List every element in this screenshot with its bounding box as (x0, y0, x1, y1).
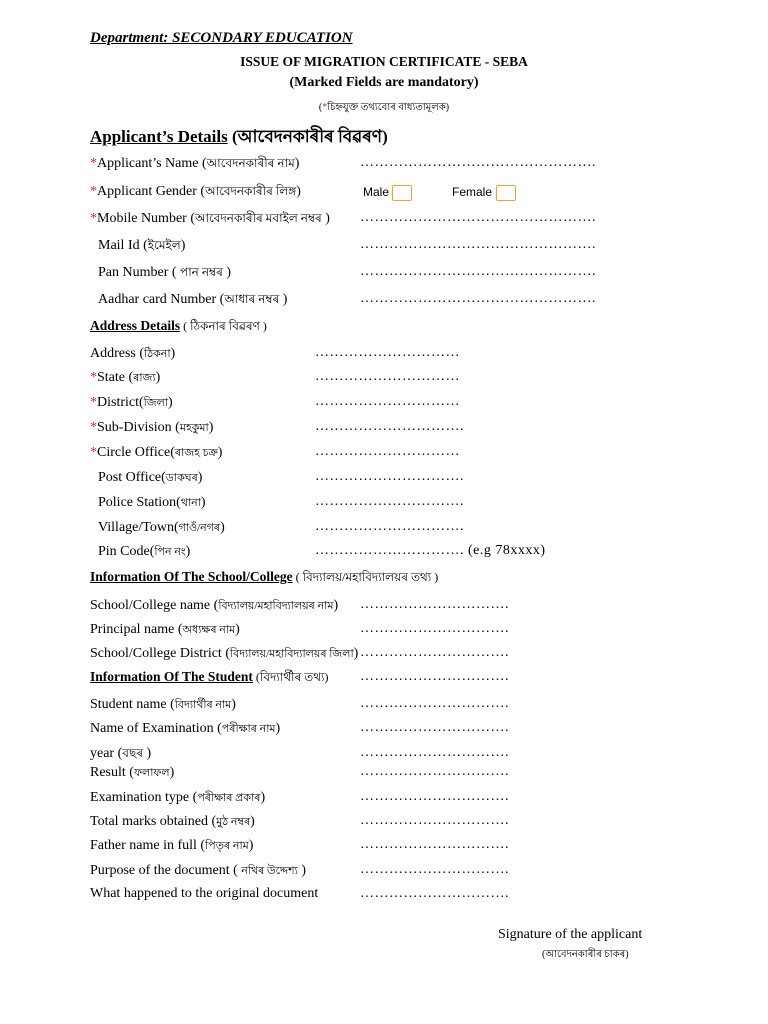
address-details-heading: Address Details ( ঠিকনাৰ বিৱৰণ ) (90, 318, 267, 333)
principal-name-label: Principal name (অধ্যক্ষৰ নাম) (90, 622, 240, 637)
state-label: *State (ৰাজ্য) (90, 370, 161, 385)
result-field[interactable]: …………………………. (360, 764, 509, 779)
school-info-heading: Information Of The School/College ( বিদ্যালয়/মহাবিদ্যালয়ৰ তথ্য ) (90, 569, 439, 584)
mandatory-note-bn: (*চিহ্নযুক্ত তথ্যবোৰ বাধ্যতামূলক) (318, 102, 450, 113)
mandatory-note: (Marked Fields are mandatory) (289, 75, 479, 90)
document-purpose-label: Purpose of the document ( নথিৰ উদ্দেশ্য ) (90, 863, 307, 878)
district-field[interactable]: ………………………… (315, 394, 460, 409)
mobile-number-field[interactable]: …………………………………………. (360, 210, 596, 225)
exam-type-field[interactable]: …………………………. (360, 789, 509, 804)
student-info-heading: Information Of The Student (বিদ্যাৰ্থীৰ তথ্য) (90, 669, 329, 684)
father-name-field[interactable]: …………………………. (360, 837, 509, 852)
sub-division-field[interactable]: …………………………. (315, 419, 464, 434)
result-label: Result (ফলাফল) (90, 765, 175, 780)
father-name-label: Father name in full (পিতৃৰ নাম) (90, 838, 254, 853)
circle-office-field[interactable]: ………………………… (315, 444, 460, 459)
police-station-field[interactable]: …………………………. (315, 494, 464, 509)
exam-name-label: Name of Examination (পৰীক্ষাৰ নাম) (90, 721, 281, 736)
principal-name-field[interactable]: …………………………. (360, 621, 509, 636)
gender-female-checkbox[interactable] (496, 185, 516, 201)
student-name-label: Student name (বিদ্যাৰ্থীৰ নাম) (90, 697, 236, 712)
pin-code-label: Pin Code(পিন নং) (98, 544, 191, 559)
pan-number-label: Pan Number ( পান নম্বৰ ) (98, 265, 231, 280)
pin-code-field[interactable]: …………………………. (e.g 78xxxx) (315, 543, 546, 558)
applicant-name-label: *Applicant’s Name (আবেদনকাৰীৰ নাম) (90, 156, 300, 171)
applicant-gender-label: *Applicant Gender (আবেদনকাৰীৰ লিঙ্গ) (90, 184, 301, 199)
required-marker: * (322, 102, 328, 113)
signature-label-bn: (আবেদনকাৰীৰ চাকৰ) (542, 949, 629, 960)
post-office-label: Post Office(ডাকঘৰ) (98, 470, 203, 485)
department-heading: Department: SECONDARY EDUCATION (90, 30, 353, 46)
gender-female-label: Female (452, 185, 493, 199)
mail-id-field[interactable]: …………………………………………. (360, 237, 596, 252)
mail-id-label: Mail Id (ইমেইল) (98, 238, 186, 253)
school-district-label: School/College District (বিদ্যালয়/মহাবিদ্যালয়ৰ জিলা) (90, 646, 359, 661)
aadhar-number-label: Aadhar card Number (আধাৰ নম্বৰ ) (98, 292, 288, 307)
gender-male-checkbox[interactable] (392, 185, 412, 201)
pan-number-field[interactable]: …………………………………………. (360, 264, 596, 279)
total-marks-label: Total marks obtained (মুঠ নম্বৰ) (90, 814, 255, 829)
gender-male-label: Male (363, 185, 390, 199)
applicant-details-heading: Applicant’s Details (আবেদনকাৰীৰ বিৱৰণ) (90, 127, 388, 146)
address-field[interactable]: ………………………… (315, 345, 460, 360)
applicant-name-field[interactable]: …………………………………………. (360, 155, 596, 170)
student-name-field[interactable]: …………………………. (360, 696, 509, 711)
sub-division-label: *Sub-Division (মহকুমা) (90, 420, 214, 435)
post-office-field[interactable]: …………………………. (315, 469, 464, 484)
mobile-number-label: *Mobile Number (আবেদনকাৰীৰ মবাইল নম্বৰ ) (90, 211, 330, 226)
district-label: *District(জিলা) (90, 395, 173, 410)
form-title: ISSUE OF MIGRATION CERTIFICATE - SEBA (240, 54, 528, 69)
total-marks-field[interactable]: …………………………. (360, 813, 509, 828)
state-field[interactable]: ………………………… (315, 369, 460, 384)
exam-type-label: Examination type (পৰীক্ষাৰ প্ৰকাৰ) (90, 790, 266, 805)
circle-office-label: *Circle Office(ৰাজহ চক্ৰ) (90, 445, 223, 460)
year-field[interactable]: …………………………. (360, 745, 509, 760)
address-label: Address (ঠিকনা) (90, 346, 176, 361)
document-purpose-field[interactable]: …………………………. (360, 862, 509, 877)
school-name-field[interactable]: …………………………. (360, 597, 509, 612)
year-label: year (বছৰ ) (90, 746, 152, 761)
village-town-label: Village/Town(গাওঁ/নগৰ) (98, 520, 225, 535)
police-station-label: Police Station(থানা) (98, 495, 206, 510)
school-district-field[interactable]: …………………………. (360, 645, 509, 660)
aadhar-number-field[interactable]: …………………………………………. (360, 291, 596, 306)
original-document-field[interactable]: …………………………. (360, 886, 509, 901)
exam-name-field[interactable]: …………………………. (360, 720, 509, 735)
student-info-heading-dots: …………………………. (360, 669, 509, 684)
school-name-label: School/College name (বিদ্যালয়/মহাবিদ্যালয়ৰ নাম) (90, 598, 339, 613)
village-town-field[interactable]: …………………………. (315, 519, 464, 534)
signature-label: Signature of the applicant (498, 927, 643, 942)
original-document-label: What happened to the original document (90, 886, 319, 901)
